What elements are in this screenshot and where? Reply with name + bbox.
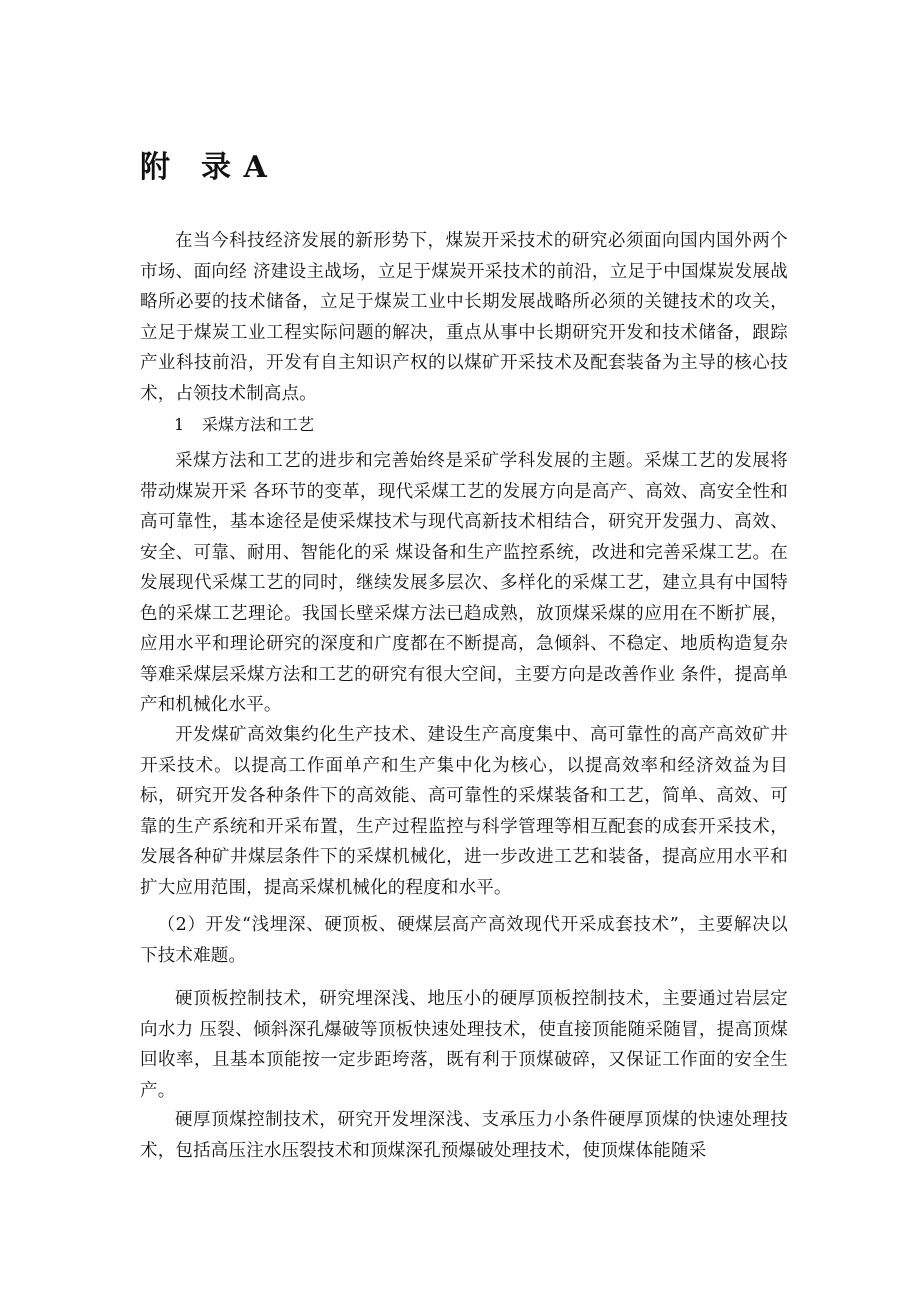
hard-top-coal-paragraph: 硬厚顶煤控制技术，研究开发埋深浅、支承压力小条件硬厚顶煤的快速处理技术，包括高压注水压裂技术和顶煤深孔预爆破处理技术，使顶煤体能随采 bbox=[140, 1110, 788, 1161]
hard-roof-paragraph: 硬顶板控制技术，研究埋深浅、地压小的硬厚顶板控制技术，主要通过岩层定向水力 压裂、倾斜深孔爆破等顶板快速处理技术，使直接顶能随采随冒，提高顶煤回收率，且基本顶能按一定步距垮落，既有利于顶煤破碎，又保证工作面的安全生产。 bbox=[140, 989, 788, 1101]
mining-methods-paragraph: 采煤方法和工艺的进步和完善始终是采矿学科发展的主题。采煤工艺的发展将带动煤炭开采 各环节的变革，现代采煤工艺的发展方向是高产、高效、高安全性和高可靠性，基本途径是使采煤技术与现代高新技术相结合，研究开发强力、高效、安全、可靠、耐用、智能化的采 煤设备和生产监控系统，改进和完善采煤工艺。在发展现代采煤工艺的同时，继续发展多层次、多样化的采煤工艺，建立具有中国特色的采煤工艺理论。我国长壁采煤方法已趋成熟，放顶煤采煤的应用在不断扩展，应用水平和理论研究的深度和广度都在不断提高，急倾斜、不稳定、地质构造复杂等难采煤层采煤方法和工艺的研究有很大空间，主要方向是改善作业 条件，提高单产和机械化水平。 bbox=[140, 451, 788, 715]
section-title: 采煤方法和工艺 bbox=[202, 415, 315, 434]
section-number: 1 bbox=[174, 415, 185, 434]
section-heading bbox=[174, 410, 314, 440]
appendix-heading-main: 附 bbox=[140, 150, 171, 185]
appendix-heading-sub: 录 A bbox=[201, 150, 268, 185]
appendix-heading bbox=[140, 146, 268, 190]
intro-paragraph: 在当今科技经济发展的新形势下，煤炭开采技术的研究必须面向国内国外两个市场、面向经 济建设主战场，立足于煤炭开采技术的前沿，立足于中国煤炭发展战略所必要的技术储备，立足于煤炭工业中长期发展战略所必须的关键技术的攻关，立足于煤炭工业工程实际问题的解决，重点从事中长期研究开发和技术储备，跟踪产业科技前沿，开发有自主知识产权的以煤矿开采技术及配套装备为主导的核心技术，占领技术制高点。 bbox=[140, 231, 788, 404]
item-2-paragraph: （2）开发“浅埋深、硬顶板、硬煤层高产高效现代开采成套技术”，主要解决以下技术难题。 bbox=[140, 915, 788, 966]
efficient-production-paragraph: 开发煤矿高效集约化生产技术、建设生产高度集中、高可靠性的高产高效矿井开采技术。以提高工作面单产和生产集中化为核心，以提高效率和经济效益为目标，研究开发各种条件下的高效能、高可靠性的采煤装备和工艺，简单、高效、可靠的生产系统和开采布置，生产过程监控与科学管理等相互配套的成套开采技术，发展各种矿井煤层条件下的采煤机械化，进一步改进工艺和装备，提高应用水平和扩大应用范围，提高采煤机械化的程度和水平。 bbox=[140, 725, 788, 898]
